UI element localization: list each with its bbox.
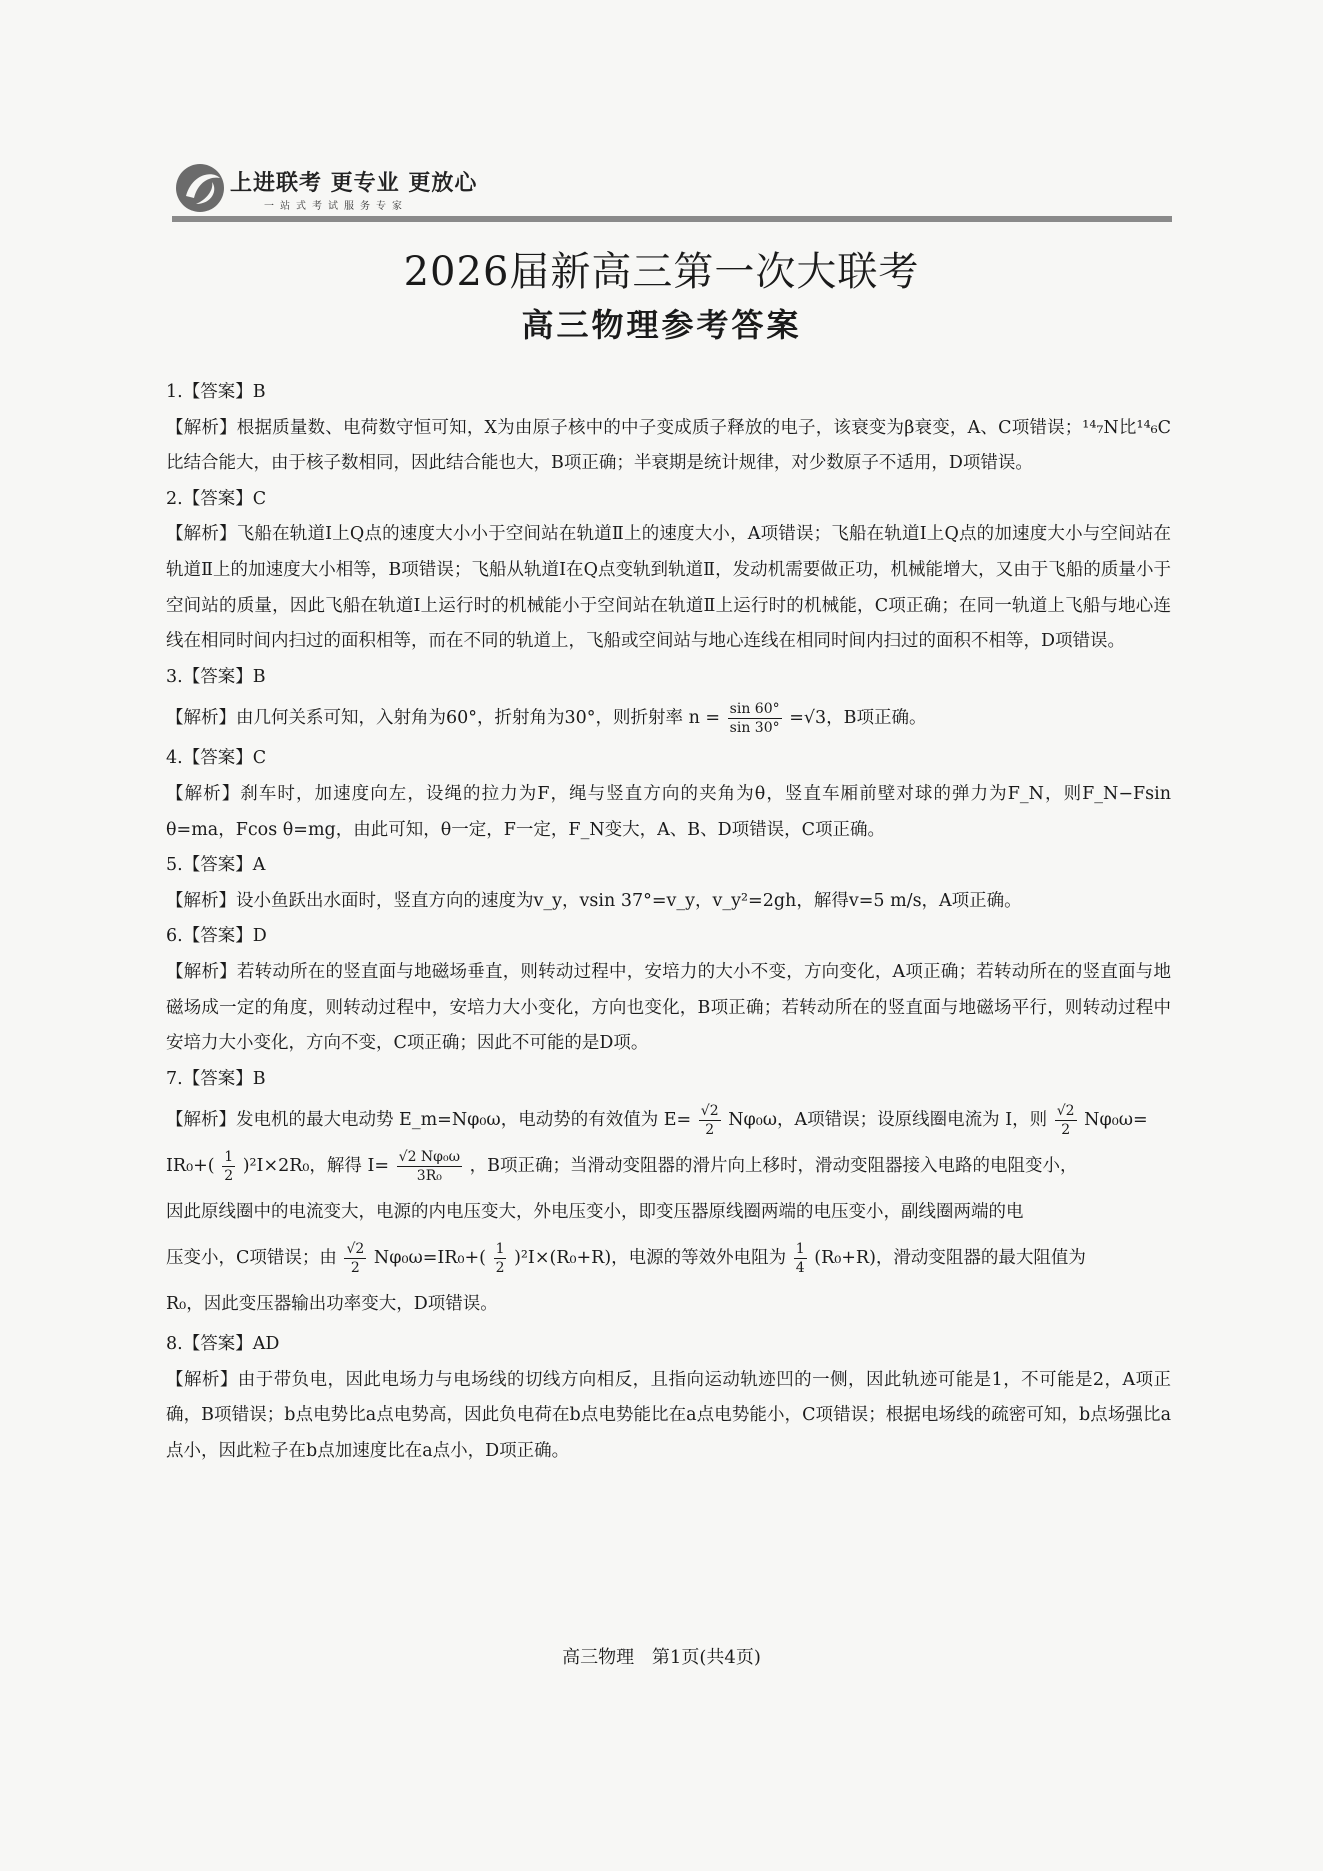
frac-num: 1 xyxy=(495,1241,505,1258)
q7-line-4 xyxy=(166,1235,1171,1281)
q7-text: Nφ₀ω=IR₀+( xyxy=(373,1248,486,1269)
q7-frac-sqrt2-over-2 xyxy=(1055,1104,1077,1137)
header-divider xyxy=(172,216,1172,222)
explanation-7 xyxy=(166,1097,1171,1327)
explanation-8: 【解析】由于带负电，因此电场力与电场线的切线方向相反，且指向运动轨迹凹的一侧，因此轨迹可能是1，不可能是2，A项正确，B项错误；b点电势比a点电势高，因此负电荷在b点电势能比在a点电势能小，C项错误；根据电场线的疏密可知，b点场强比a点小，因此粒子在b点加速度比在a点小，D项正确。 xyxy=(166,1369,1171,1462)
page-footer xyxy=(0,1643,1323,1669)
footer-subject: 高三物理 xyxy=(562,1647,635,1668)
q7-text: Nφ₀ω，A项错误；设原线圈电流为 I，则 xyxy=(728,1110,1048,1131)
explanation-3 xyxy=(166,695,1171,741)
logo-icon xyxy=(172,160,232,216)
answer-6: 6.【答案】D xyxy=(166,926,267,947)
explanation-2: 【解析】飞船在轨道Ⅰ上Q点的速度大小小于空间站在轨道Ⅱ上的速度大小，A项错误；飞船在轨道Ⅰ上Q点的加速度大小与空间站在轨道Ⅱ上的加速度大小相等，B项错误；飞船从轨道Ⅰ在Q点变轨到轨道Ⅱ，发动机需要做正功，机械能增大，又由于飞船的质量小于空间站的质量，因此飞船在轨道Ⅰ上运行时的机械能小于空间站在轨道Ⅱ上运行时的机械能，C项正确；在同一轨道上飞船与地心连线在相同时间内扫过的面积相等，而在不同的轨道上，飞船或空间站与地心连线在相同时间内扫过的面积不相等，D项错误。 xyxy=(166,524,1171,652)
answer-7: 7.【答案】B xyxy=(166,1068,266,1089)
brand-slogan: 上进联考 更专业 更放心 xyxy=(230,171,478,196)
q7-line-5: R₀，因此变压器输出功率变大，D项错误。 xyxy=(166,1294,498,1315)
q7-text: )²I×(R₀+R)，电源的等效外电阻为 xyxy=(514,1248,787,1269)
frac-num: √2 Nφ₀ω xyxy=(398,1149,461,1166)
frac-num: √2 xyxy=(1056,1103,1075,1120)
explanation-4: 【解析】刹车时，加速度向左，设绳的拉力为F，绳与竖直方向的夹角为θ，竖直车厢前壁对球的弹力为F_N，则F_N−Fsin θ=ma，Fcos θ=mg，由此可知，θ一定，F一定，F_N变大，A、B、D项错误，C项正确。 xyxy=(166,783,1171,840)
q7-frac-one-quarter xyxy=(794,1242,807,1275)
answer-8: 8.【答案】AD xyxy=(166,1334,280,1355)
q7-line-1 xyxy=(166,1097,1171,1143)
answer-5: 5.【答案】A xyxy=(166,855,266,876)
q7-text: )²I×2R₀，解得 I= xyxy=(242,1156,390,1177)
q3-text-post: =√3，B项正确。 xyxy=(789,708,927,729)
q7-frac-sqrt2-over-2 xyxy=(344,1242,366,1275)
q7-line-2 xyxy=(166,1143,1171,1189)
q7-frac-current xyxy=(397,1150,462,1183)
q7-text: ，B项正确；当滑动变阻器的滑片向上移时，滑动变阻器接入电路的电阻变小， xyxy=(469,1156,1078,1177)
frac-den: 2 xyxy=(1061,1122,1071,1139)
frac-den: 4 xyxy=(795,1260,805,1277)
q7-frac-one-half xyxy=(222,1150,235,1183)
explanation-6: 【解析】若转动所在的竖直面与地磁场垂直，则转动过程中，安培力的大小不变，方向变化，A项正确；若转动所在的竖直面与地磁场成一定的角度，则转动过程中，安培力大小变化，方向也变化，B项正确；若转动所在的竖直面与地磁场平行，则转动过程中安培力大小变化，方向不变，C项正确；因此不可能的是D项。 xyxy=(166,961,1171,1054)
answer-2: 2.【答案】C xyxy=(166,488,267,509)
q3-text-pre: 【解析】由几何关系可知，入射角为60°，折射角为30°，则折射率 n = xyxy=(166,708,721,729)
q7-frac-sqrt2-over-2 xyxy=(699,1104,721,1137)
explanation-1: 【解析】根据质量数、电荷数守恒可知，X为由原子核中的中子变成质子释放的电子，该衰变为β衰变，A、C项错误；¹⁴₇N比¹⁴₆C比结合能大，由于核子数相同，因此结合能也大，B项正确；半衰期是统计规律，对少数原子不适用，D项错误。 xyxy=(166,417,1171,474)
page-title: 2026届新高三第一次大联考 xyxy=(403,249,920,295)
page-subtitle: 高三物理参考答案 xyxy=(521,306,802,344)
q7-text: (R₀+R)，滑动变阻器的最大阻值为 xyxy=(814,1248,1086,1269)
frac-num: 1 xyxy=(224,1149,234,1166)
q7-text: IR₀+( xyxy=(166,1156,215,1177)
explanation-5: 【解析】设小鱼跃出水面时，竖直方向的速度为v_y，vsin 37°=v_y，v_y²=2gh，解得v=5 m/s，A项正确。 xyxy=(166,890,1022,911)
q3-frac-num: sin 60° xyxy=(729,701,780,718)
brand-subslogan: 一站式考试服务专家 xyxy=(264,201,408,212)
answer-list xyxy=(166,375,1171,1470)
q3-frac-den: sin 30° xyxy=(729,720,780,737)
q7-text: 压变小，C项错误；由 xyxy=(166,1248,337,1269)
q7-line-3: 因此原线圈中的电流变大，电源的内电压变大，外电压变小，即变压器原线圈两端的电压变小，副线圈两端的电 xyxy=(166,1202,1024,1223)
answer-3: 3.【答案】B xyxy=(166,666,266,687)
frac-den: 2 xyxy=(224,1168,234,1185)
header xyxy=(172,160,1172,222)
q7-text: Nφ₀ω= xyxy=(1084,1110,1148,1131)
frac-num: 1 xyxy=(795,1241,805,1258)
frac-num: √2 xyxy=(700,1103,719,1120)
q3-fraction xyxy=(728,702,782,735)
footer-page-number: 第1页(共4页) xyxy=(651,1647,761,1668)
frac-den: 2 xyxy=(705,1122,715,1139)
q7-text: 【解析】发电机的最大电动势 E_m=Nφ₀ω，电动势的有效值为 E= xyxy=(166,1110,692,1131)
frac-num: √2 xyxy=(346,1241,365,1258)
answer-4: 4.【答案】C xyxy=(166,748,267,769)
frac-den: 2 xyxy=(495,1260,505,1277)
frac-den: 3R₀ xyxy=(416,1168,442,1185)
frac-den: 2 xyxy=(350,1260,360,1277)
q7-frac-one-half xyxy=(494,1242,507,1275)
answer-1: 1.【答案】B xyxy=(166,382,266,402)
